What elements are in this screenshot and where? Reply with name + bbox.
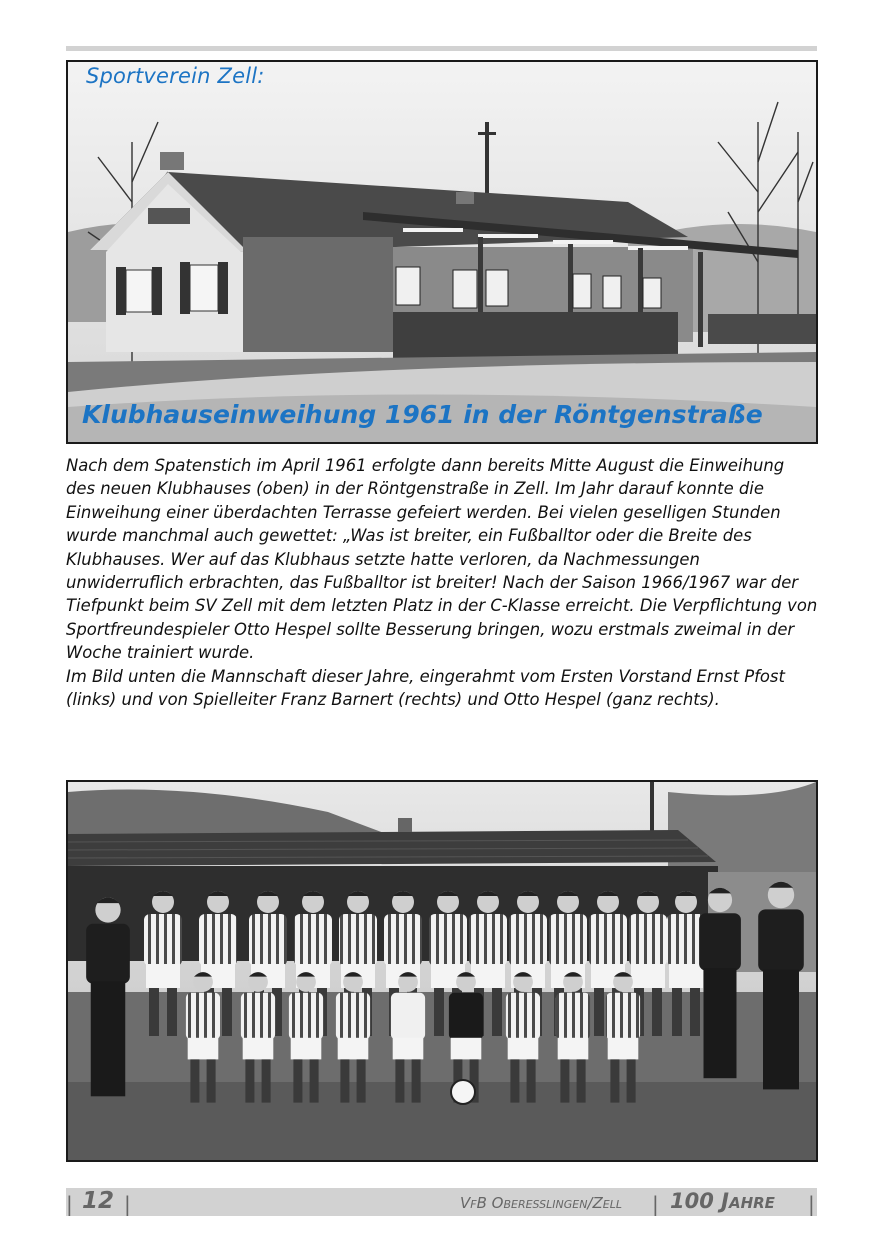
article-text [66, 454, 818, 711]
article-paragraph-2: Im Bild unten die Mannschaft dieser Jahre, eingerahmt vom Ersten Vorstand Ernst Pfost (links) und von Spielleiter Franz Barnert (rechts) und Otto Hespel (ganz rechts). [66, 666, 785, 710]
photo-caption: Klubhauseinweihung 1961 in der Röntgenstraße [82, 400, 763, 429]
club-name: VfB Oberesslingen/Zell [460, 1194, 622, 1212]
clubhouse-photo [66, 60, 818, 444]
page-number: 12 [82, 1188, 115, 1214]
person-figure [86, 897, 130, 1096]
footer-divider: | [652, 1192, 659, 1216]
top-divider [66, 46, 817, 51]
person-figure [758, 882, 804, 1090]
footer-divider: | [124, 1192, 131, 1216]
section-label: Sportverein Zell: [86, 64, 265, 88]
anniversary-label: 100 Jahre [670, 1189, 775, 1213]
person-figure [699, 888, 741, 1078]
footer-divider: | [808, 1192, 815, 1216]
football [451, 1080, 475, 1104]
article-paragraph-1: Nach dem Spatenstich im April 1961 erfolgte dann bereits Mitte August die Einweihung des neuen Klubhauses (oben) in der Röntgenstraße in Zell. Im Jahr darauf konnte die Einweihung einer überdachten Terrasse gefeiert werden. Bei vielen geselligen Stunden wurde manchmal auch gewettet: „Was ist breiter, ein Fußballtor oder die Breite des Klubhauses. Wer auf das Klubhaus setzte hatte verloren, da Nachmessungen unwiderruflich erbrachten, das Fußballtor ist breiter! Nach der Saison 1966/1967 war der Tiefpunkt beim SV Zell mit dem letzten Platz in der C-Klasse erreicht. Die Verpflichtung von Sportfreundespieler Otto Hespel sollte Besserung bringen, wozu erstmals zweimal in der Woche trainiert wurde. [66, 456, 818, 663]
team-photo [66, 780, 818, 1162]
footer-divider: | [66, 1192, 73, 1216]
